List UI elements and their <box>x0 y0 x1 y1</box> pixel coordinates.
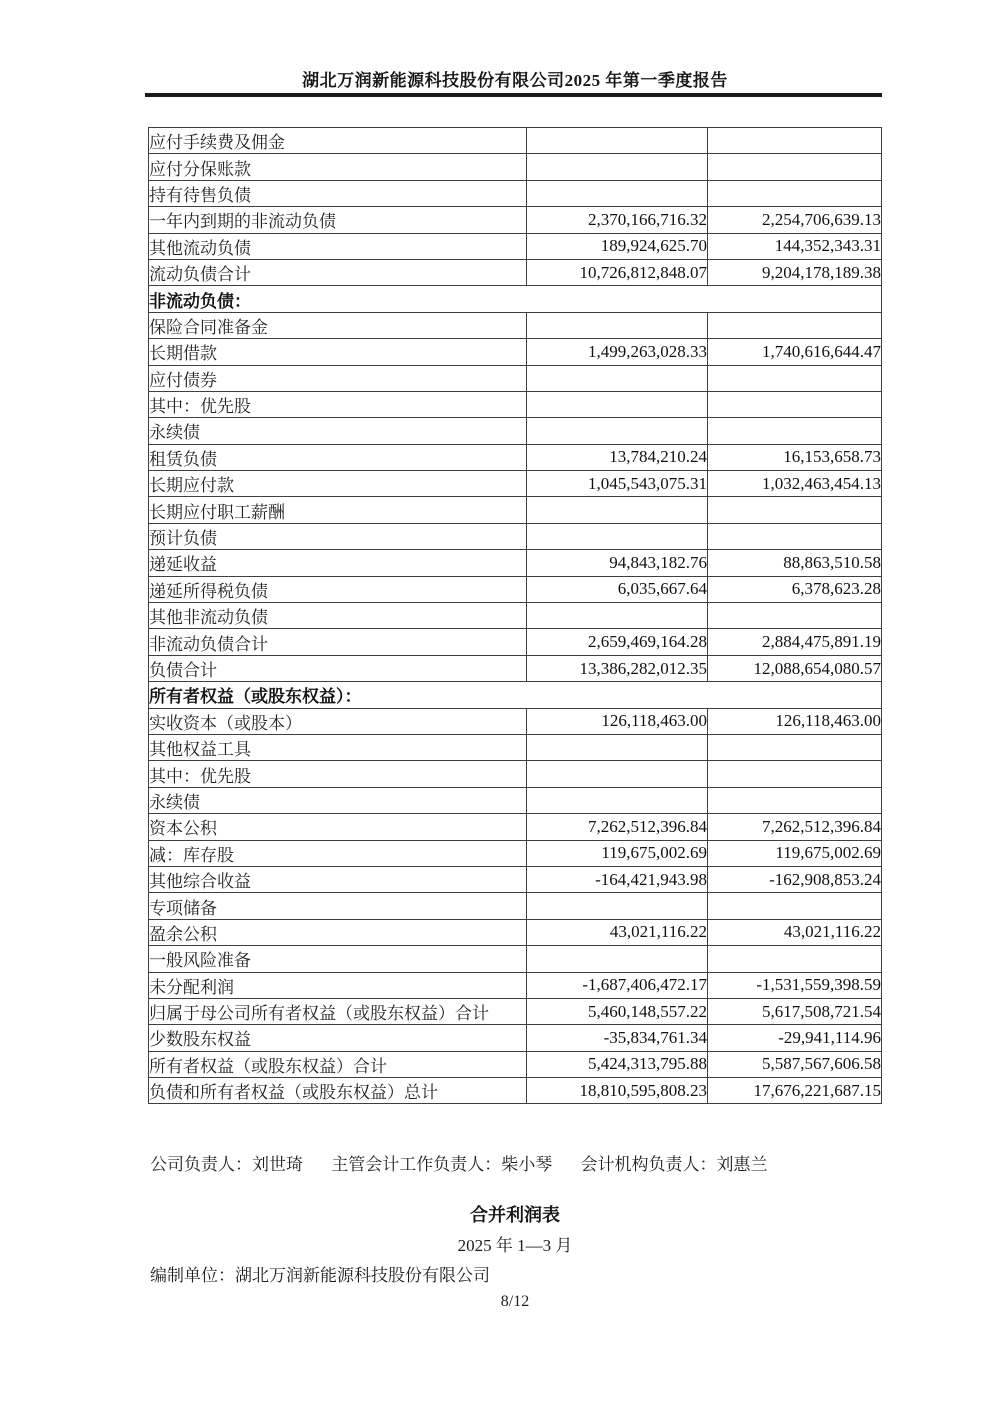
report-header-title: 湖北万润新能源科技股份有限公司2025 年第一季度报告 <box>302 71 728 90</box>
prior-period-value-cell <box>708 761 882 787</box>
section-header-cell: 所有者权益（或股东权益）： <box>149 682 882 708</box>
prior-period-value-cell <box>708 893 882 919</box>
prior-period-value-cell: 88,863,510.58 <box>708 550 882 576</box>
current-period-value-cell: 126,118,463.00 <box>527 708 708 734</box>
current-period-value-cell: 1,045,543,075.31 <box>527 471 708 497</box>
income-statement-period: 2025 年 1—3 月 <box>457 1236 573 1255</box>
row-label-cell: 少数股东权益 <box>149 1025 527 1051</box>
table-row <box>149 312 882 338</box>
prior-period-value-cell: 9,204,178,189.38 <box>708 259 882 285</box>
signatories-line <box>150 1150 883 1175</box>
prior-period-value-cell <box>708 312 882 338</box>
row-label-cell: 预计负债 <box>149 523 527 549</box>
prior-period-value-cell <box>708 180 882 206</box>
table-row <box>149 180 882 206</box>
row-label-cell: 归属于母公司所有者权益（或股东权益）合计 <box>149 998 527 1024</box>
prior-period-value-cell: 1,740,616,644.47 <box>708 339 882 365</box>
table-row <box>149 946 882 972</box>
row-label-cell: 长期借款 <box>149 339 527 365</box>
row-label-cell: 资本公积 <box>149 814 527 840</box>
prior-period-value-cell <box>708 603 882 629</box>
table-row <box>149 761 882 787</box>
row-label-cell: 非流动负债合计 <box>149 629 527 655</box>
current-period-value-cell: 5,424,313,795.88 <box>527 1051 708 1077</box>
balance-sheet-table-body <box>149 128 882 1104</box>
current-period-value-cell <box>527 523 708 549</box>
prior-period-value-cell: 5,617,508,721.54 <box>708 998 882 1024</box>
row-label-cell: 流动负债合计 <box>149 259 527 285</box>
table-row <box>149 1051 882 1077</box>
table-row <box>149 497 882 523</box>
current-period-value-cell: 2,370,166,716.32 <box>527 207 708 233</box>
current-period-value-cell: 10,726,812,848.07 <box>527 259 708 285</box>
current-period-value-cell <box>527 497 708 523</box>
current-period-value-cell <box>527 391 708 417</box>
row-label-cell: 租赁负债 <box>149 444 527 470</box>
row-label-cell: 永续债 <box>149 418 527 444</box>
table-row <box>149 972 882 998</box>
row-label-cell: 长期应付款 <box>149 471 527 497</box>
prior-period-value-cell <box>708 128 882 154</box>
row-label-cell: 其他流动负债 <box>149 233 527 259</box>
row-label-cell: 递延收益 <box>149 550 527 576</box>
row-label-cell: 应付债券 <box>149 365 527 391</box>
current-period-value-cell <box>527 603 708 629</box>
prior-period-value-cell: 43,021,116.22 <box>708 919 882 945</box>
table-row <box>149 1025 882 1051</box>
table-row <box>149 418 882 444</box>
row-label-cell: 实收资本（或股本） <box>149 708 527 734</box>
row-label-cell: 负债和所有者权益（或股东权益）总计 <box>149 1078 527 1104</box>
table-row <box>149 682 882 708</box>
row-label-cell: 其他非流动负债 <box>149 603 527 629</box>
prior-period-value-cell <box>708 365 882 391</box>
prior-period-value-cell: 126,118,463.00 <box>708 708 882 734</box>
current-period-value-cell: 94,843,182.76 <box>527 550 708 576</box>
page-number: 8/12 <box>500 1293 530 1310</box>
accounting-org-head-signatory: 会计机构负责人：刘惠兰 <box>580 1155 768 1174</box>
prior-period-value-cell: 119,675,002.69 <box>708 840 882 866</box>
row-label-cell: 盈余公积 <box>149 919 527 945</box>
current-period-value-cell: 5,460,148,557.22 <box>527 998 708 1024</box>
current-period-value-cell: -35,834,761.34 <box>527 1025 708 1051</box>
prior-period-value-cell: -1,531,559,398.59 <box>708 972 882 998</box>
prior-period-value-cell <box>708 497 882 523</box>
current-period-value-cell: 13,386,282,012.35 <box>527 655 708 681</box>
company-head-signatory: 公司负责人：刘世琦 <box>150 1155 303 1174</box>
row-label-cell: 应付分保账款 <box>149 154 527 180</box>
current-period-value-cell: -1,687,406,472.17 <box>527 972 708 998</box>
table-row <box>149 365 882 391</box>
balance-sheet-table <box>148 127 882 1104</box>
prior-period-value-cell <box>708 154 882 180</box>
table-row <box>149 655 882 681</box>
current-period-value-cell: 189,924,625.70 <box>527 233 708 259</box>
current-period-value-cell: 7,262,512,396.84 <box>527 814 708 840</box>
row-label-cell: 其中：优先股 <box>149 391 527 417</box>
row-label-cell: 保险合同准备金 <box>149 312 527 338</box>
table-row <box>149 708 882 734</box>
current-period-value-cell: 43,021,116.22 <box>527 919 708 945</box>
table-row <box>149 154 882 180</box>
current-period-value-cell <box>527 128 708 154</box>
row-label-cell: 一年内到期的非流动负债 <box>149 207 527 233</box>
table-row <box>149 523 882 549</box>
table-row <box>149 286 882 312</box>
prior-period-value-cell: 17,676,221,687.15 <box>708 1078 882 1104</box>
prior-period-value-cell <box>708 734 882 760</box>
table-row <box>149 814 882 840</box>
table-row <box>149 550 882 576</box>
table-row <box>149 233 882 259</box>
current-period-value-cell <box>527 365 708 391</box>
table-row <box>149 629 882 655</box>
table-row <box>149 840 882 866</box>
current-period-value-cell: -164,421,943.98 <box>527 866 708 892</box>
prior-period-value-cell <box>708 787 882 813</box>
prior-period-value-cell: 1,032,463,454.13 <box>708 471 882 497</box>
table-row <box>149 339 882 365</box>
section-header-cell: 非流动负债： <box>149 286 882 312</box>
table-row <box>149 893 882 919</box>
table-row <box>149 998 882 1024</box>
current-period-value-cell <box>527 734 708 760</box>
row-label-cell: 一般风险准备 <box>149 946 527 972</box>
table-row <box>149 207 882 233</box>
row-label-cell: 未分配利润 <box>149 972 527 998</box>
row-label-cell: 长期应付职工薪酬 <box>149 497 527 523</box>
table-row <box>149 866 882 892</box>
table-row <box>149 444 882 470</box>
header-double-rule <box>145 93 882 97</box>
row-label-cell: 减：库存股 <box>149 840 527 866</box>
current-period-value-cell <box>527 180 708 206</box>
row-label-cell: 其他综合收益 <box>149 866 527 892</box>
prior-period-value-cell: 2,254,706,639.13 <box>708 207 882 233</box>
prior-period-value-cell <box>708 418 882 444</box>
table-row <box>149 576 882 602</box>
table-row <box>149 603 882 629</box>
prior-period-value-cell: 2,884,475,891.19 <box>708 629 882 655</box>
prior-period-value-cell: 12,088,654,080.57 <box>708 655 882 681</box>
accounting-head-signatory: 主管会计工作负责人：柴小琴 <box>331 1155 553 1174</box>
table-row <box>149 919 882 945</box>
table-row <box>149 1078 882 1104</box>
current-period-value-cell: 1,499,263,028.33 <box>527 339 708 365</box>
table-row <box>149 787 882 813</box>
current-period-value-cell <box>527 946 708 972</box>
current-period-value-cell <box>527 761 708 787</box>
current-period-value-cell <box>527 893 708 919</box>
prior-period-value-cell: 144,352,343.31 <box>708 233 882 259</box>
prior-period-value-cell: 6,378,623.28 <box>708 576 882 602</box>
prior-period-value-cell: -29,941,114.96 <box>708 1025 882 1051</box>
row-label-cell: 持有待售负债 <box>149 180 527 206</box>
row-label-cell: 应付手续费及佣金 <box>149 128 527 154</box>
current-period-value-cell: 6,035,667.64 <box>527 576 708 602</box>
current-period-value-cell: 18,810,595,808.23 <box>527 1078 708 1104</box>
prior-period-value-cell <box>708 946 882 972</box>
prior-period-value-cell: 5,587,567,606.58 <box>708 1051 882 1077</box>
current-period-value-cell: 2,659,469,164.28 <box>527 629 708 655</box>
prior-period-value-cell: 7,262,512,396.84 <box>708 814 882 840</box>
table-row <box>149 734 882 760</box>
row-label-cell: 递延所得税负债 <box>149 576 527 602</box>
row-label-cell: 其中：优先股 <box>149 761 527 787</box>
table-row <box>149 391 882 417</box>
current-period-value-cell: 119,675,002.69 <box>527 840 708 866</box>
table-row <box>149 259 882 285</box>
prior-period-value-cell: 16,153,658.73 <box>708 444 882 470</box>
row-label-cell: 专项储备 <box>149 893 527 919</box>
prepared-by-line: 编制单位：湖北万润新能源科技股份有限公司 <box>150 1266 490 1285</box>
current-period-value-cell <box>527 312 708 338</box>
row-label-cell: 负债合计 <box>149 655 527 681</box>
prior-period-value-cell <box>708 391 882 417</box>
income-statement-title: 合并利润表 <box>470 1205 560 1225</box>
current-period-value-cell: 13,784,210.24 <box>527 444 708 470</box>
prior-period-value-cell <box>708 523 882 549</box>
table-row <box>149 471 882 497</box>
prior-period-value-cell: -162,908,853.24 <box>708 866 882 892</box>
current-period-value-cell <box>527 787 708 813</box>
current-period-value-cell <box>527 418 708 444</box>
row-label-cell: 永续债 <box>149 787 527 813</box>
row-label-cell: 其他权益工具 <box>149 734 527 760</box>
table-row <box>149 128 882 154</box>
current-period-value-cell <box>527 154 708 180</box>
row-label-cell: 所有者权益（或股东权益）合计 <box>149 1051 527 1077</box>
